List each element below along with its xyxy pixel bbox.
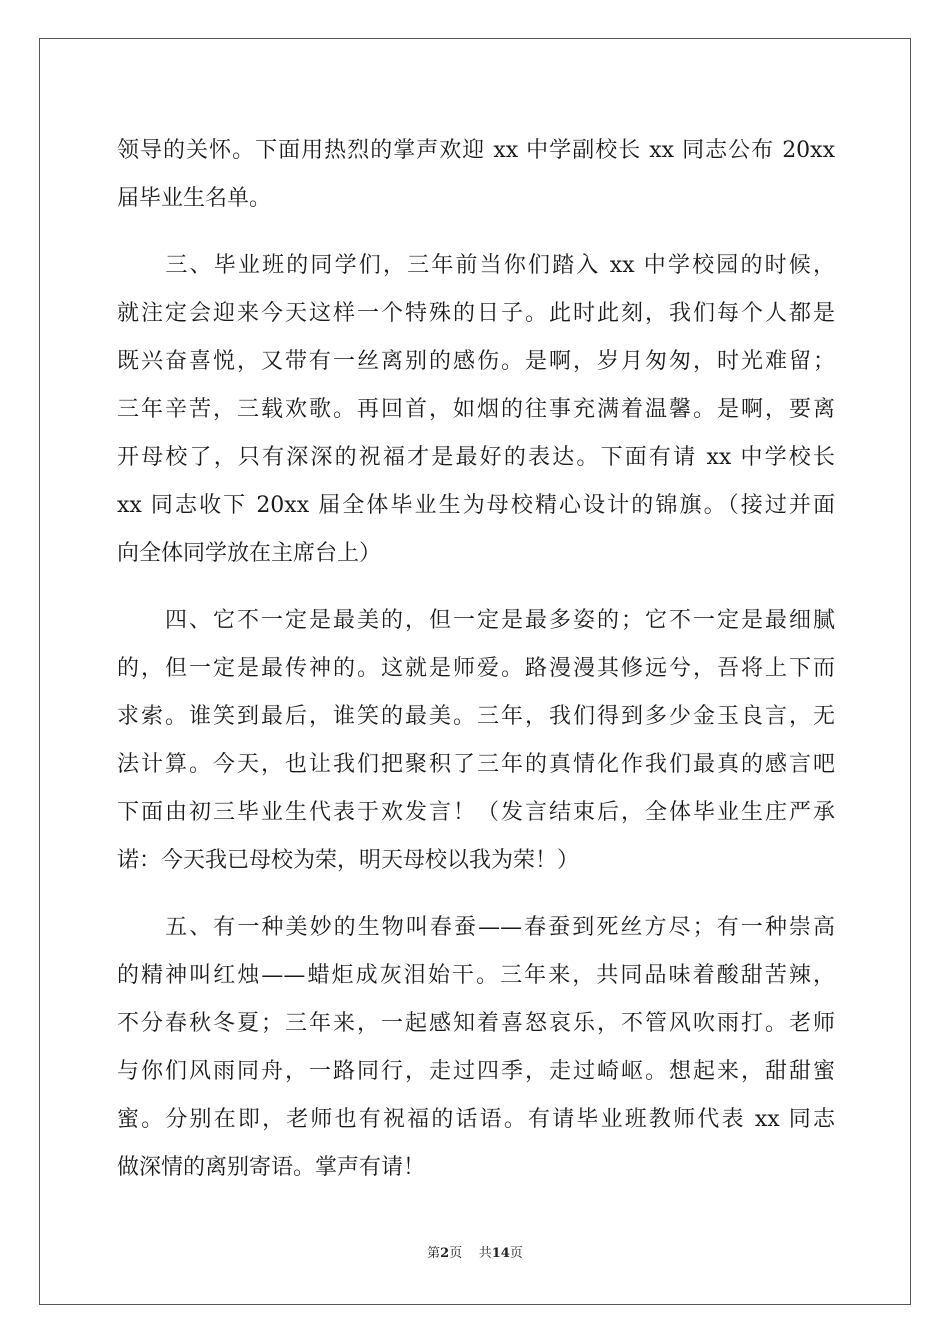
text-line: xx 同志收下 20xx 届全体毕业生为母校精心设计的锦旗。（接过并面 [117, 493, 835, 518]
text-line: 不分春秋冬夏；三年来，一起感知着喜怒哀乐，不管风吹雨打。老师 [117, 1011, 835, 1036]
text-line: 的，但一定是最传神的。这就是师爱。路漫漫其修远兮，吾将上下而 [117, 656, 835, 681]
page-footer [0, 1245, 950, 1263]
text-line: 领导的关怀。下面用热烈的掌声欢迎 xx 中学副校长 xx 同志公布 20xx [117, 138, 835, 163]
text-line: 三年辛苦，三载欢歌。再回首，如烟的往事充满着温馨。是啊，要离 [117, 397, 835, 422]
page-number: 第2页 [427, 1246, 463, 1261]
text-line: 蜜。分别在即，老师也有祝福的话语。有请毕业班教师代表 xx 同志 [117, 1107, 835, 1132]
text-line: 五、有一种美妙的生物叫春蚕——春蚕到死丝方尽；有一种崇高 [117, 915, 835, 940]
text-line: 求索。谁笑到最后，谁笑的最美。三年，我们得到多少金玉良言，无 [117, 704, 835, 729]
paragraph-section-3 [117, 242, 835, 578]
text-line: 三、毕业班的同学们，三年前当你们踏入 xx 中学校园的时候， [117, 253, 835, 278]
text-line: 四、它不一定是最美的，但一定是最多姿的；它不一定是最细腻 [117, 608, 835, 633]
paragraph-continuation [117, 127, 835, 223]
text-line: 的精神叫红烛——蜡炬成灰泪始干。三年来，共同品味着酸甜苦辣， [117, 963, 835, 988]
text-line: 法计算。今天，也让我们把聚积了三年的真情化作我们最真的感言吧 [117, 752, 835, 777]
text-line: 诺：今天我已母校为荣，明天母校以我为荣！） [117, 848, 580, 873]
text-line: 做深情的离别寄语。掌声有请！ [117, 1155, 426, 1180]
text-line: 既兴奋喜悦，又带有一丝离别的感伤。是啊，岁月匆匆，时光难留； [117, 349, 835, 374]
text-line: 届毕业生名单。 [117, 186, 272, 211]
text-line: 向全体同学放在主席台上） [117, 541, 382, 566]
text-line: 开母校了，只有深深的祝福才是最好的表达。下面有请 xx 中学校长 [117, 445, 835, 470]
text-line: 与你们风雨同舟，一路同行，走过四季，走过崎岖。想起来，甜甜蜜 [117, 1059, 835, 1084]
text-line: 就注定会迎来今天这样一个特殊的日子。此时此刻，我们每个人都是 [117, 301, 835, 326]
text-line: 下面由初三毕业生代表于欢发言！（发言结束后，全体毕业生庄严承 [117, 800, 835, 825]
page-total: 共14页 [478, 1246, 523, 1261]
document-body [117, 127, 835, 1192]
paragraph-section-5 [117, 904, 835, 1192]
paragraph-section-4 [117, 597, 835, 885]
